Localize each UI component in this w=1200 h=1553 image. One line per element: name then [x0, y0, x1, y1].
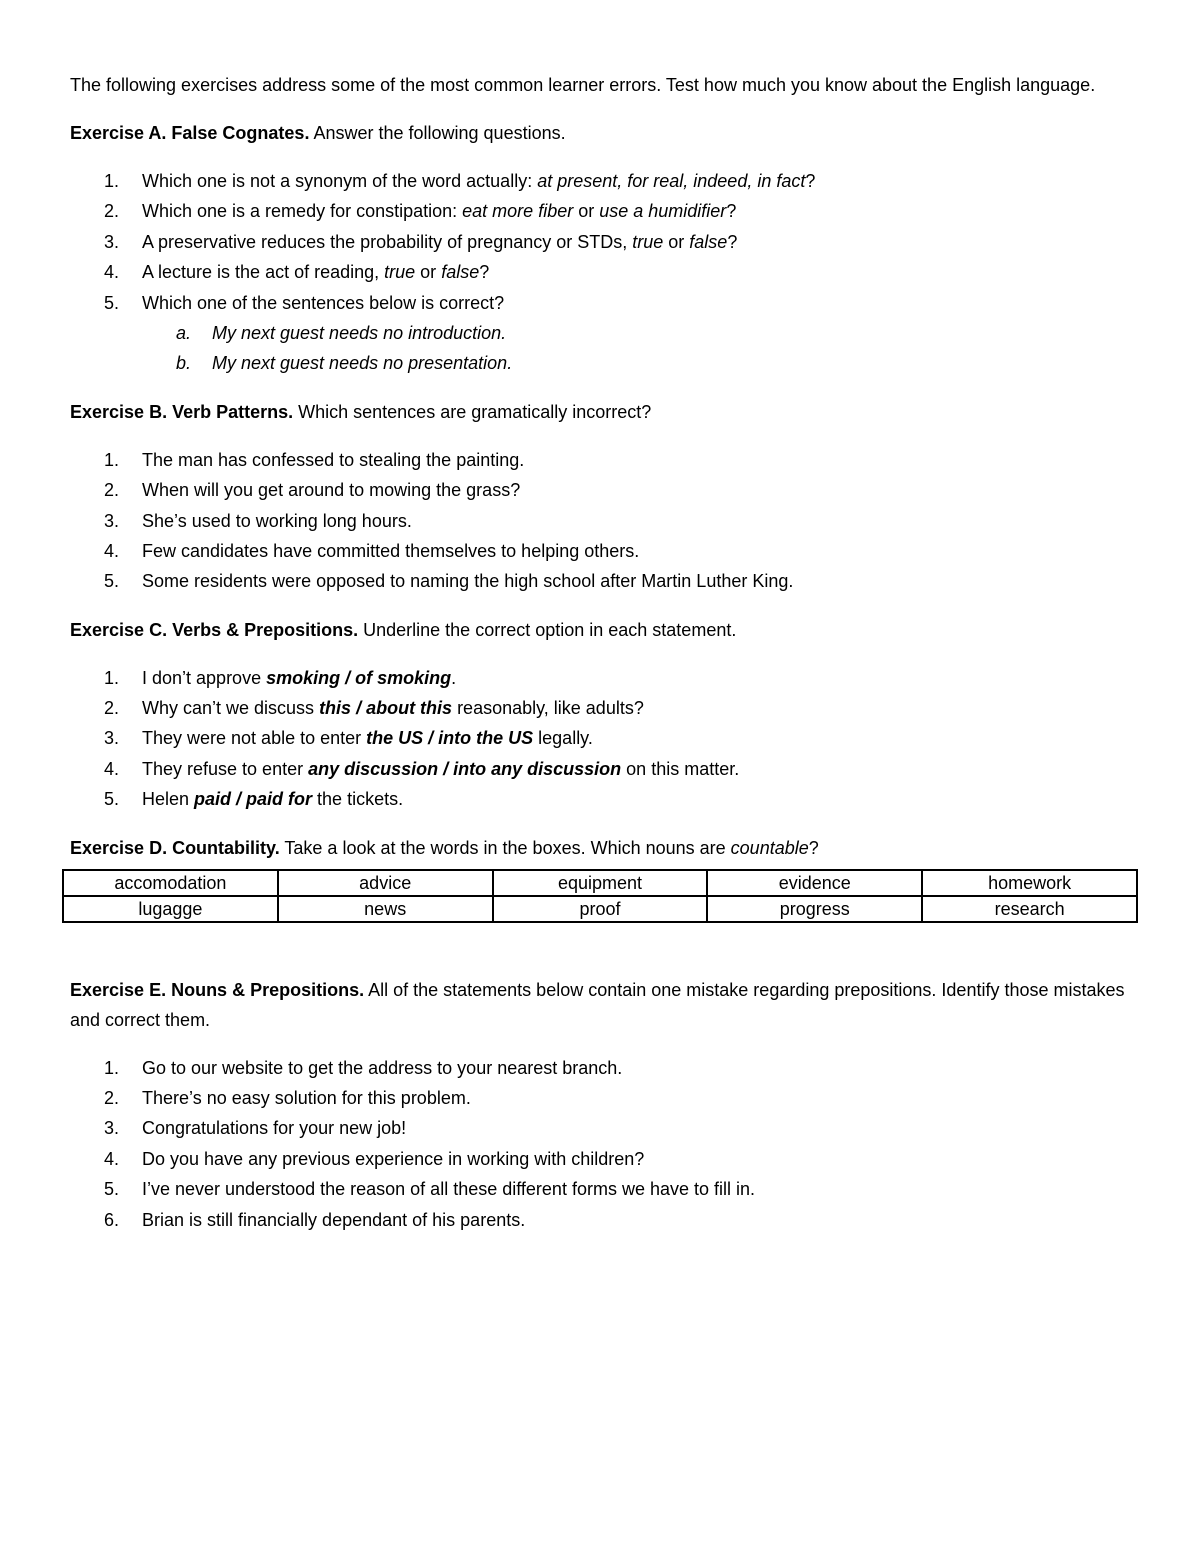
- item-number: 3.: [104, 231, 120, 252]
- list-item: [70, 288, 1140, 318]
- item-options: any discussion / into any discussion: [308, 758, 622, 779]
- item-options: smoking / of smoking: [266, 667, 452, 688]
- sub-item-text: My next guest needs no presentation.: [212, 353, 513, 374]
- exercise-c-list: [70, 663, 1140, 815]
- list-item: [70, 1144, 1140, 1174]
- item-mid: or: [415, 262, 442, 283]
- exercise-a-list: [70, 166, 1140, 318]
- item-number: 4.: [104, 1148, 120, 1169]
- exercise-e-instruction: All of the statements below contain one mistake regarding prepositions. Identify those mistakes and correct them.: [70, 979, 1125, 1030]
- item-end: ?: [805, 171, 816, 191]
- table-cell: news: [278, 896, 493, 922]
- exercise-a-heading: [70, 118, 1140, 148]
- item-emphasis: at present, for real, indeed, in fact: [537, 171, 806, 191]
- item-emphasis-2: false: [689, 231, 728, 252]
- list-item: [70, 1053, 1140, 1083]
- item-text: There’s no easy solution for this problem.: [142, 1088, 471, 1109]
- list-item: [70, 196, 1140, 226]
- table-cell: lugagge: [63, 896, 278, 922]
- exercise-e-list: [70, 1053, 1140, 1235]
- item-number: 1.: [104, 667, 120, 688]
- sub-item-text: My next guest needs no introduction.: [212, 322, 507, 343]
- exercise-a-title: Exercise A. False Cognates.: [70, 123, 310, 143]
- item-end: legally.: [533, 728, 593, 749]
- list-item: [70, 1113, 1140, 1143]
- exercise-d-title: Exercise D. Countability.: [70, 837, 280, 858]
- table-cell: progress: [707, 896, 922, 922]
- table-cell: evidence: [707, 870, 922, 896]
- sub-item-b: [70, 348, 1140, 378]
- sub-item-letter: b.: [176, 353, 192, 374]
- item-options: paid / paid for: [194, 789, 313, 810]
- exercise-d-end: ?: [808, 837, 819, 858]
- list-item: [70, 566, 1140, 596]
- list-item: [70, 506, 1140, 536]
- item-number: 2.: [104, 480, 120, 501]
- list-item: [70, 227, 1140, 257]
- item-number: 1.: [104, 449, 120, 470]
- item-text: The man has confessed to stealing the painting.: [142, 449, 525, 470]
- item-number: 4.: [104, 758, 120, 779]
- list-item: [70, 754, 1140, 784]
- exercise-b-instruction: Which sentences are gramatically incorrect?: [293, 401, 652, 422]
- item-number: 4.: [104, 262, 120, 283]
- item-number: 3.: [104, 1118, 120, 1139]
- item-number: 1.: [104, 1057, 120, 1078]
- item-number: 3.: [104, 728, 120, 749]
- list-item: [70, 445, 1140, 475]
- list-item: [70, 1174, 1140, 1204]
- item-text: When will you get around to mowing the grass?: [142, 480, 521, 501]
- item-emphasis: eat more fiber: [462, 201, 574, 222]
- item-number: 2.: [104, 1088, 120, 1109]
- item-end: the tickets.: [312, 789, 404, 810]
- exercise-b-heading: [70, 397, 1140, 427]
- exercise-c-heading: [70, 615, 1140, 645]
- item-text: They refuse to enter: [142, 758, 309, 779]
- item-text: I’ve never understood the reason of all these different forms we have to fill in.: [142, 1179, 756, 1200]
- exercise-e-title: Exercise E. Nouns & Prepositions.: [70, 979, 365, 1000]
- item-end: ?: [726, 201, 737, 222]
- item-text: Do you have any previous experience in working with children?: [142, 1148, 645, 1169]
- countability-table: [62, 869, 1138, 923]
- exercise-a-instruction: Answer the following questions.: [309, 123, 566, 143]
- table-cell: advice: [278, 870, 493, 896]
- item-number: 5.: [104, 1179, 120, 1200]
- item-number: 5.: [104, 571, 120, 592]
- item-end: ?: [727, 231, 738, 252]
- item-options: this / about this: [319, 698, 453, 719]
- list-item: [70, 475, 1140, 505]
- item-number: 5.: [104, 789, 120, 810]
- item-text: She’s used to working long hours.: [142, 510, 412, 531]
- item-text: I don’t approve: [142, 667, 267, 688]
- item-text: Some residents were opposed to naming the high school after Martin Luther King.: [142, 571, 794, 592]
- item-emphasis-2: use a humidifier: [599, 201, 727, 222]
- exercise-b-list: [70, 445, 1140, 597]
- table-row: [63, 870, 1137, 896]
- item-emphasis-2: false: [441, 262, 480, 283]
- item-text: Few candidates have committed themselves to helping others.: [142, 540, 640, 561]
- exercise-b-title: Exercise B. Verb Patterns.: [70, 401, 294, 422]
- table-cell: equipment: [493, 870, 708, 896]
- exercise-c-title: Exercise C. Verbs & Prepositions.: [70, 619, 359, 640]
- list-item: [70, 784, 1140, 814]
- item-number: 3.: [104, 510, 120, 531]
- item-number: 6.: [104, 1209, 120, 1230]
- item-number: 5.: [104, 292, 120, 313]
- item-emphasis: true: [632, 231, 664, 252]
- list-item: [70, 1083, 1140, 1113]
- table-cell: research: [922, 896, 1137, 922]
- item-mid: or: [573, 201, 600, 222]
- item-options: the US / into the US: [366, 728, 534, 749]
- list-item: [70, 1205, 1140, 1235]
- item-text: Go to our website to get the address to your nearest branch.: [142, 1057, 623, 1078]
- table-cell: proof: [493, 896, 708, 922]
- exercise-d-instruction: Take a look at the words in the boxes. Which nouns are: [279, 837, 731, 858]
- item-emphasis: true: [384, 262, 416, 283]
- item-mid: or: [663, 231, 690, 252]
- exercise-e-heading: [70, 975, 1140, 1035]
- exercise-d-heading: [70, 833, 1140, 863]
- item-text: A lecture is the act of reading,: [142, 262, 385, 283]
- list-item: [70, 723, 1140, 753]
- list-item: [70, 536, 1140, 566]
- intro-text: The following exercises address some of the most common learner errors. Test how much you know about the English language.: [70, 75, 1096, 95]
- list-item: [70, 166, 1140, 196]
- item-text: Helen: [142, 789, 195, 810]
- sub-item-letter: a.: [176, 322, 192, 343]
- sub-item-a: [70, 318, 1140, 348]
- item-text: Which one is not a synonym of the word actually:: [142, 171, 538, 191]
- list-item: [70, 663, 1140, 693]
- list-item: [70, 693, 1140, 723]
- list-item: [70, 257, 1140, 287]
- item-end: on this matter.: [621, 758, 740, 779]
- item-number: 1.: [104, 171, 120, 191]
- item-text: They were not able to enter: [142, 728, 367, 749]
- item-text: Congratulations for your new job!: [142, 1118, 407, 1139]
- item-end: ?: [479, 262, 490, 283]
- item-number: 2.: [104, 698, 120, 719]
- exercise-d-emphasis: countable: [730, 837, 809, 858]
- item-text: Which one is a remedy for constipation:: [142, 201, 463, 222]
- item-end: .: [451, 667, 457, 688]
- table-cell: homework: [922, 870, 1137, 896]
- exercise-c-instruction: Underline the correct option in each statement.: [358, 619, 737, 640]
- table-row: [63, 896, 1137, 922]
- item-text: Why can’t we discuss: [142, 698, 320, 719]
- item-number: 2.: [104, 201, 120, 222]
- table-cell: accomodation: [63, 870, 278, 896]
- worksheet-page: [70, 70, 1140, 1253]
- item-text: A preservative reduces the probability of pregnancy or STDs,: [142, 231, 633, 252]
- item-text: Which one of the sentences below is correct?: [142, 292, 505, 313]
- item-end: reasonably, like adults?: [452, 698, 644, 719]
- item-text: Brian is still financially dependant of his parents.: [142, 1209, 526, 1230]
- item-number: 4.: [104, 540, 120, 561]
